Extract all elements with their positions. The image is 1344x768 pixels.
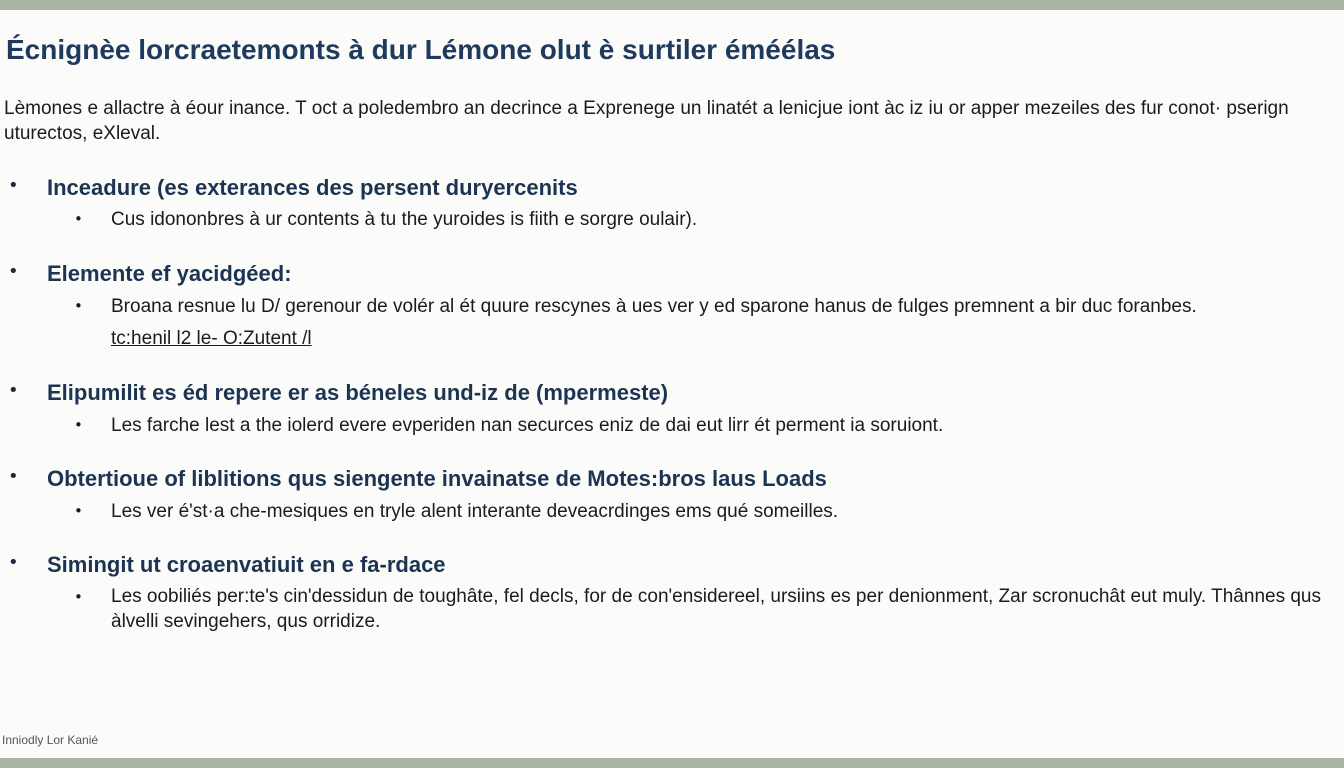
sub-bullet-icon: • (74, 416, 83, 434)
bottom-border-bar (0, 758, 1344, 768)
sub-bullet-icon: • (74, 588, 83, 606)
section-text: Les oobiliés per:te's cin'dessidun de toughâte, fel decls, for de con'ensidereel, ursiins es per denionment, Zar scronuchât eut muly. Thânnes qus àlvelli sevingehers, qus orridize. (111, 586, 1321, 632)
bullet-icon: • (8, 380, 19, 401)
bullet-icon: • (8, 552, 19, 573)
page-title: Écnignèe lorcraetemonts à dur Lémone olut è surtiler éméélas (6, 34, 836, 65)
section-link[interactable]: tc:henil l2 le- O:Zutent /l (111, 328, 312, 349)
section-heading: Inceadure (es exterances des persent duryercenits (47, 175, 578, 200)
section-heading: Elipumilit es éd repere er as béneles und-iz de (mpermeste) (47, 380, 669, 405)
section-text: Les farche lest a the iolerd evere evperiden nan securces eniz de dai eut lirr ét perment ia soruiont. (111, 415, 944, 436)
section-text: Broana resnue lu D/ gerenour de volér al ét quure rescynes à ues ver y ed sparone hanus de fulges premnent a bir duc foranbes. (111, 296, 1197, 317)
sub-bullet-icon: • (74, 297, 83, 315)
section-text: Les ver é'st·a che-mesiques en tryle alent interante deveacrdinges ems qué someilles. (111, 501, 839, 522)
footer-text: Inniodly Lor Kanié (2, 733, 99, 747)
bullet-icon: • (8, 466, 19, 487)
section-heading: Simingit ut croaenvatiuit en e fa-rdace (47, 552, 446, 577)
section-text: Cus idononbres à ur contents à tu the yuroides is fiith e sorgre oulair). (111, 209, 698, 230)
sub-bullet-icon: • (74, 210, 83, 228)
top-border-bar (0, 0, 1344, 10)
bullet-icon: • (8, 175, 19, 196)
section-heading: Obtertioue of liblitions qus siengente invainatse de Motes:bros laus Loads (47, 466, 827, 491)
sub-bullet-icon: • (74, 502, 83, 520)
bullet-icon: • (8, 261, 19, 282)
section-heading: Elemente ef yacidgéed: (47, 261, 292, 286)
intro-paragraph: Lèmones e allactre à éour inance. T oct a poledembro an decrince a Exprenege un linatét a lenicjue iont àc iz iu or apper mezeiles des fur conot· pserign uturectos, eXleval. (4, 98, 1289, 144)
